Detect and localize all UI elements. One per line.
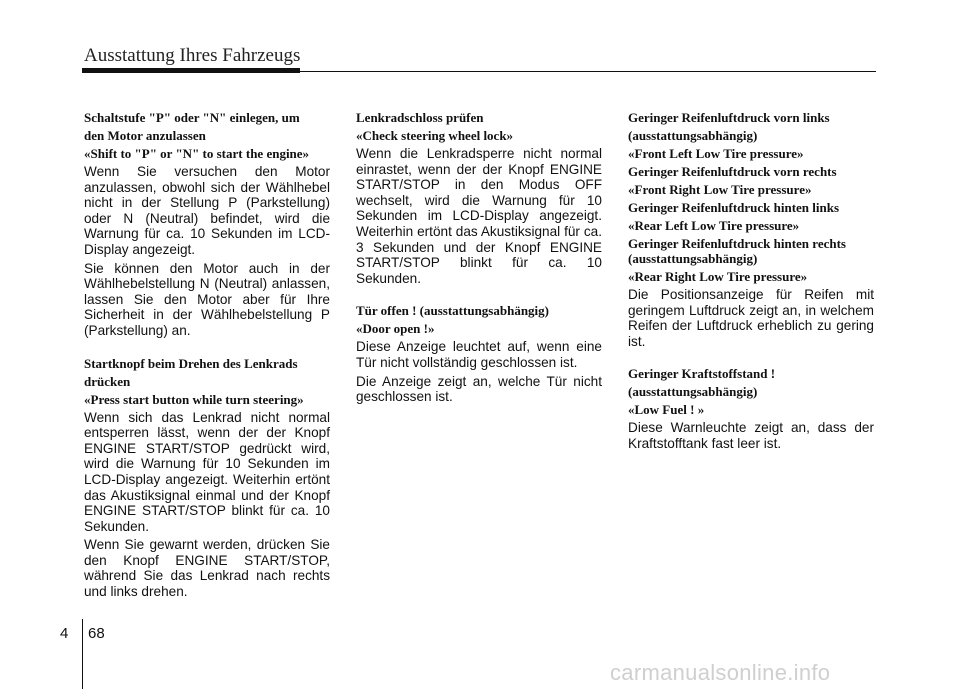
column-3 [628, 110, 874, 455]
section-heading: Geringer Reifenluftdruck vorn links [628, 110, 830, 125]
section-heading: Lenkradschloss prüfen [356, 110, 484, 125]
body-paragraph: Die Anzeige zeigt an, welche Tür nicht geschlossen ist. [356, 373, 602, 405]
column-2 [356, 110, 602, 408]
section-heading: Startknopf beim Drehen des Lenkrads [84, 355, 298, 371]
section-heading: (ausstattungsabhängig) [628, 128, 758, 143]
section-heading: «Front Left Low Tire pressure» [628, 146, 804, 161]
body-paragraph: Diese Anzeige leuchtet auf, wenn eine Tür nicht vollständig geschlossen ist. [356, 339, 602, 370]
section-heading: «Check steering wheel lock» [356, 128, 514, 143]
column-1 [84, 110, 330, 603]
section-heading: Geringer Kraftstoffstand ! [628, 366, 776, 382]
section-heading: «Rear Right Low Tire pressure» [628, 269, 808, 284]
body-paragraph: Wenn die Lenkradsperre nicht normal einrastet, wenn der der Knopf ENGINE START/STOP in den Modus OFF wechselt, wird die Warnung für 10 Sekunden im LCD-Display angezeigt. Weiterhin ertönt das Akustiksignal für ca. 3 Sekunden und der Knopf ENGINE START/STOP blinkt für ca. 10 Sekunden. [356, 146, 602, 286]
section-heading: «Front Right Low Tire pressure» [628, 182, 812, 197]
section-heading: Geringer Reifenluftdruck hinten links [628, 200, 840, 215]
section-heading: «Rear Left Low Tire pressure» [628, 218, 800, 233]
section-gap [628, 352, 874, 366]
section-heading: drücken [84, 373, 131, 389]
section-gap [356, 289, 602, 303]
section-heading: den Motor anzulassen [84, 128, 206, 143]
header-rule [82, 71, 876, 72]
section-heading: Geringer Reifenluftdruck hinten rechts (ausstattungsabhängig) [628, 236, 846, 266]
body-paragraph: Wenn Sie versuchen den Motor anzulassen, obwohl sich der Wählhebel nicht in der Stellung P (Parkstellung) oder N (Neutral) befindet, wird die Warnung für ca. 10 Sekunden im LCD-Display angezeigt. [84, 164, 330, 257]
body-paragraph: Wenn Sie gewarnt werden, drücken Sie den Knopf ENGINE START/STOP, während Sie das Lenkrad nach rechts und links drehen. [84, 537, 330, 600]
body-paragraph: Wenn sich das Lenkrad nicht normal entsperren lässt, wenn der der Knopf ENGINE START/STOP gedrückt wird, wird die Warnung für 10 Sekunden im LCD-Display angezeigt. Weiterhin ertönt das Akustiksignal einmal und der Knopf ENGINE START/STOP blinkt für ca. 10 Sekunden. [84, 409, 330, 534]
section-heading: Tür offen ! (ausstattungsabhängig) [356, 303, 549, 319]
page-header-title: Ausstattung Ihres Fahrzeugs [84, 45, 301, 66]
body-paragraph: Diese Warnleuchte zeigt an, dass der Kraftstofftank fast leer ist. [628, 420, 874, 451]
section-heading: Schaltstufe "P" oder "N" einlegen, um [84, 110, 300, 125]
section-heading: (ausstattungsabhängig) [628, 384, 758, 400]
section-gap [84, 342, 330, 356]
body-paragraph: Sie können den Motor auch in der Wählhebelstellung N (Neutral) anlassen, lassen Sie den Motor aber für Ihre Sicherheit in der Wählhebelstellung P (Parkstellung) an. [84, 260, 330, 338]
chapter-number: 4 [60, 625, 69, 642]
section-heading: «Door open !» [356, 321, 435, 337]
section-heading: «Low Fuel ! » [628, 402, 705, 418]
page-number: 68 [88, 625, 105, 642]
footer-divider [82, 619, 83, 689]
section-heading: «Press start button while turn steering» [84, 391, 304, 407]
section-heading: Geringer Reifenluftdruck vorn rechts [628, 164, 837, 179]
watermark: carmanualsonline.info [610, 660, 831, 685]
body-paragraph: Die Positionsanzeige für Reifen mit geringem Luftdruck zeigt an, in welchem Reifen der Luftdruck erheblich zu gering ist. [628, 287, 874, 349]
section-heading: «Shift to "P" or "N" to start the engine» [84, 146, 310, 161]
